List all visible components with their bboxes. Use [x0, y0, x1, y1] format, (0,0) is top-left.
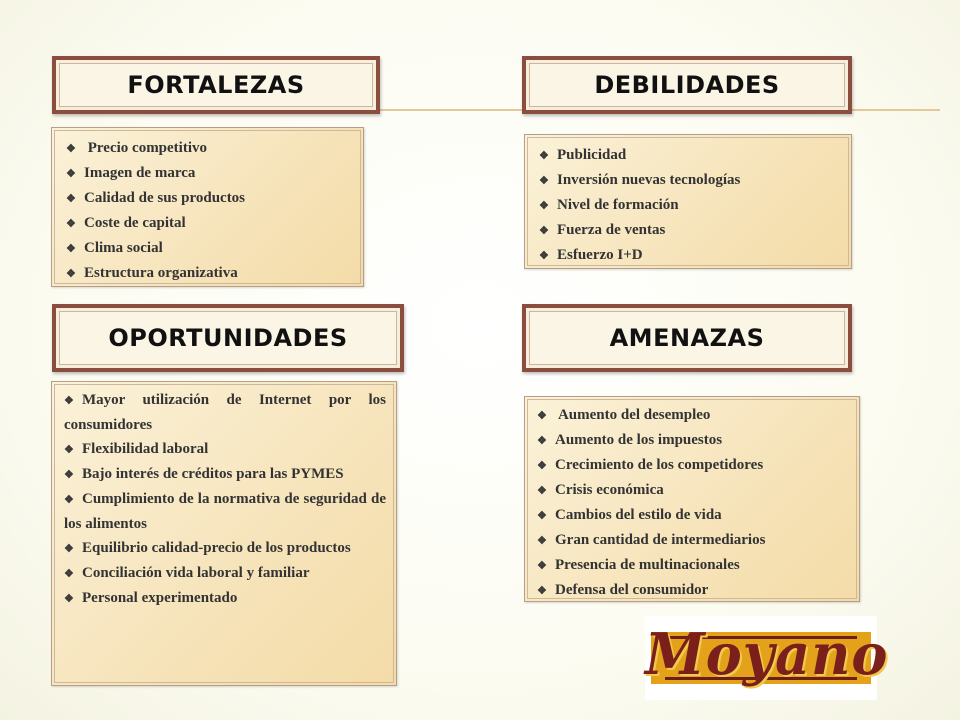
list-item: ❖Inversión nuevas tecnologías	[539, 168, 851, 193]
list-item: ❖Esfuerzo I+D	[539, 243, 851, 268]
diamond-bullet-icon	[539, 144, 557, 168]
list-item: ❖Aumento de los impuestos	[537, 428, 859, 453]
list-item: ❖ Precio competitivo	[66, 136, 363, 161]
list-item: ❖Gran cantidad de intermediarios	[537, 528, 859, 553]
list-item: ❖Personal experimentado	[64, 586, 386, 611]
diamond-bullet-icon	[537, 504, 555, 528]
list-item: ❖Imagen de marca	[66, 161, 363, 186]
list-item: ❖Cumplimiento de la normativa de seguridad de los alimentos	[64, 487, 386, 536]
diamond-bullet-icon	[64, 389, 82, 413]
diamond-bullet-icon	[539, 219, 557, 243]
logo-text: Moyano	[645, 620, 889, 688]
diamond-bullet-icon	[66, 212, 84, 236]
fortalezas-title: FORTALEZAS	[127, 71, 305, 99]
diamond-bullet-icon	[66, 237, 84, 261]
diamond-bullet-icon	[537, 529, 555, 553]
list-item: ❖Cambios del estilo de vida	[537, 503, 859, 528]
diamond-bullet-icon	[537, 579, 555, 603]
list-item: ❖ Aumento del desempleo	[537, 403, 859, 428]
list-item: ❖Estructura organizativa	[66, 261, 363, 286]
amenazas-list-box	[524, 396, 860, 602]
fortalezas-list	[66, 136, 363, 286]
amenazas-title-box	[522, 304, 852, 372]
diamond-bullet-icon	[64, 537, 82, 561]
debilidades-list-box	[524, 134, 852, 269]
diamond-bullet-icon	[64, 488, 82, 512]
diamond-bullet-icon	[537, 404, 555, 428]
diamond-bullet-icon	[66, 162, 84, 186]
diamond-bullet-icon	[537, 554, 555, 578]
diamond-bullet-icon	[64, 463, 82, 487]
diamond-bullet-icon	[66, 262, 84, 286]
amenazas-list	[537, 403, 859, 603]
diamond-bullet-icon	[64, 587, 82, 611]
list-item: ❖Fuerza de ventas	[539, 218, 851, 243]
list-item: ❖Presencia de multinacionales	[537, 553, 859, 578]
diamond-bullet-icon	[539, 244, 557, 268]
list-item: ❖Bajo interés de créditos para las PYMES	[64, 462, 386, 487]
diamond-bullet-icon	[537, 454, 555, 478]
oportunidades-title-box	[52, 304, 404, 372]
diamond-bullet-icon	[539, 194, 557, 218]
list-item: ❖Equilibrio calidad-precio de los productos	[64, 536, 386, 561]
list-item: ❖Crecimiento de los competidores	[537, 453, 859, 478]
list-item: ❖Clima social	[66, 236, 363, 261]
fortalezas-list-box	[51, 127, 364, 287]
list-item: ❖Publicidad	[539, 143, 851, 168]
fortalezas-title-box	[52, 56, 380, 114]
oportunidades-list	[64, 388, 386, 611]
diamond-bullet-icon	[537, 479, 555, 503]
diamond-bullet-icon	[66, 137, 84, 161]
oportunidades-title: OPORTUNIDADES	[108, 324, 348, 352]
diamond-bullet-icon	[64, 562, 82, 586]
oportunidades-list-box	[51, 381, 397, 686]
diamond-bullet-icon	[539, 169, 557, 193]
list-item: ❖Crisis económica	[537, 478, 859, 503]
list-item: ❖Conciliación vida laboral y familiar	[64, 561, 386, 586]
list-item: ❖Calidad de sus productos	[66, 186, 363, 211]
debilidades-list	[539, 143, 851, 268]
diamond-bullet-icon	[537, 429, 555, 453]
list-item: ❖Mayor utilización de Internet por los consumidores	[64, 388, 386, 437]
diamond-bullet-icon	[66, 187, 84, 211]
list-item: ❖Nivel de formación	[539, 193, 851, 218]
moyano-logo	[645, 616, 889, 700]
amenazas-title: AMENAZAS	[609, 324, 765, 352]
list-item: ❖Coste de capital	[66, 211, 363, 236]
debilidades-title: DEBILIDADES	[594, 71, 780, 99]
list-item: ❖Flexibilidad laboral	[64, 437, 386, 462]
list-item: ❖Defensa del consumidor	[537, 578, 859, 603]
debilidades-title-box	[522, 56, 852, 114]
diamond-bullet-icon	[64, 438, 82, 462]
